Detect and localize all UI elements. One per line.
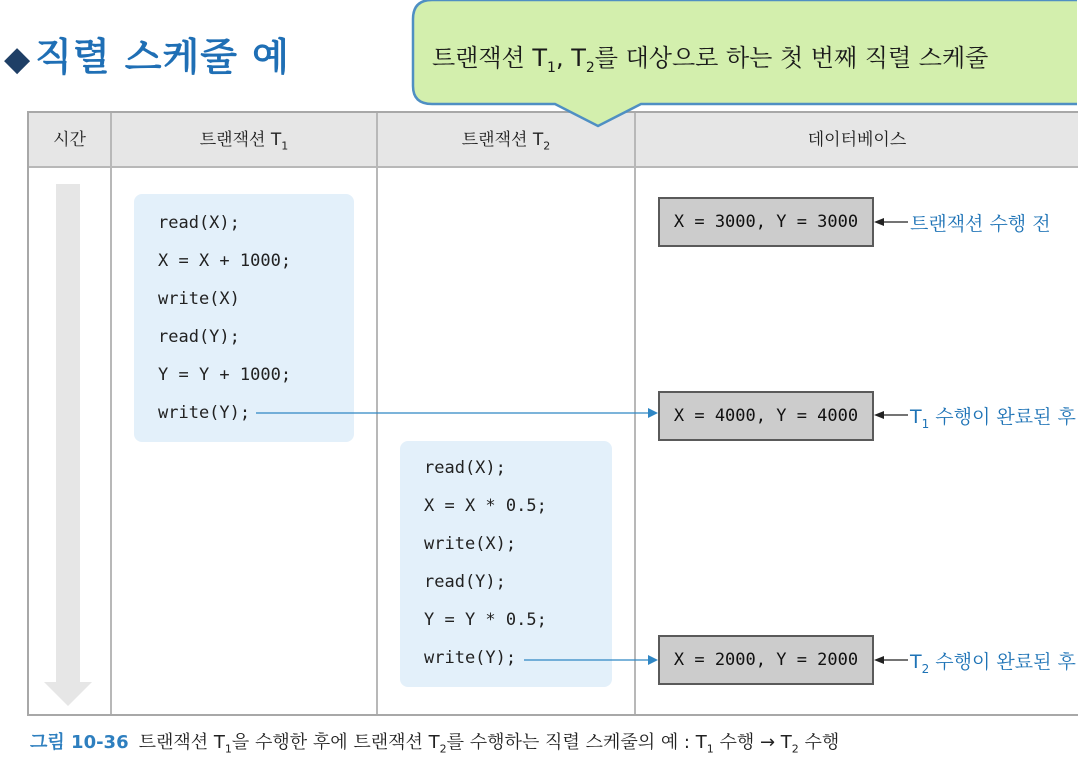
- callout-subscript: 2: [585, 59, 595, 76]
- caption-subscript: 1: [706, 742, 714, 756]
- figure-caption: [30, 728, 839, 756]
- caption-text: 을 수행한 후에 트랜잭션 T: [231, 732, 440, 753]
- header-t2-label: 트랜잭션 T: [461, 130, 544, 150]
- db-note-text: 수행이 완료된 후: [929, 406, 1076, 428]
- db-state-note: [910, 402, 1076, 431]
- caption-subscript: 2: [791, 742, 799, 756]
- caption-subscript: 2: [439, 742, 447, 756]
- t1-code-line: read(X);: [158, 213, 240, 233]
- t1-code-line: read(Y);: [158, 327, 240, 347]
- db-note-text: 트랜잭션 수행 전: [910, 213, 1051, 235]
- db-note-prefix: T: [910, 651, 922, 673]
- caption-text: 수행 → T: [713, 732, 792, 753]
- header-time: 시간: [53, 130, 86, 150]
- db-state-box: X = 3000, Y = 3000: [658, 197, 874, 247]
- db-note-prefix: T: [910, 406, 922, 428]
- callout-suffix: 를 대상으로 하는 첫 번째 직렬 스케줄: [594, 44, 989, 72]
- callout-mid: , T: [555, 44, 586, 72]
- t2-code-line: Y = Y * 0.5;: [424, 610, 547, 630]
- db-state-box: X = 4000, Y = 4000: [658, 391, 874, 441]
- db-note-subscript: 1: [921, 416, 930, 431]
- db-state-note: [910, 647, 1076, 676]
- t2-code-line: X = X * 0.5;: [424, 496, 547, 516]
- callout-text: [432, 38, 988, 76]
- caption-text: 를 수행하는 직렬 스케줄의 예 : T: [446, 732, 707, 753]
- t1-code-line: Y = Y + 1000;: [158, 365, 292, 385]
- figure-number: 그림 10-36: [30, 732, 129, 753]
- t2-code-line: read(X);: [424, 458, 506, 478]
- caption-text: 트랜잭션 T: [138, 732, 225, 753]
- db-state-box: X = 2000, Y = 2000: [658, 635, 874, 685]
- header-t2-subscript: 2: [543, 139, 551, 153]
- t1-code-line: write(Y);: [158, 403, 251, 423]
- note-pointer-arrowhead-icon: [874, 218, 884, 226]
- header-t1-subscript: 1: [281, 139, 289, 153]
- t2-code-line: write(Y);: [424, 648, 517, 668]
- caption-text: 수행: [798, 732, 840, 753]
- diamond-bullet-icon: ◆: [4, 39, 32, 79]
- caption-subscript: 1: [224, 742, 232, 756]
- t2-code-line: write(X);: [424, 534, 517, 554]
- db-note-text: 수행이 완료된 후: [929, 651, 1076, 673]
- db-note-subscript: 2: [921, 661, 930, 676]
- note-pointer-arrowhead-icon: [874, 656, 884, 664]
- t1-code-line: write(X): [158, 289, 240, 309]
- header-database: 데이터베이스: [807, 130, 907, 150]
- t1-code-line: X = X + 1000;: [158, 251, 292, 271]
- callout-prefix: 트랜잭션 T: [432, 44, 548, 72]
- db-state-note: [910, 209, 1051, 236]
- t1-write-arrowhead-icon: [648, 408, 658, 418]
- t2-write-arrowhead-icon: [648, 655, 658, 665]
- note-pointer-arrowhead-icon: [874, 411, 884, 419]
- callout-subscript: 1: [547, 59, 556, 76]
- page-title-text: 직렬 스케줄 예: [35, 35, 290, 79]
- header-t1-label: 트랜잭션 T: [199, 130, 282, 150]
- t2-code-line: read(Y);: [424, 572, 506, 592]
